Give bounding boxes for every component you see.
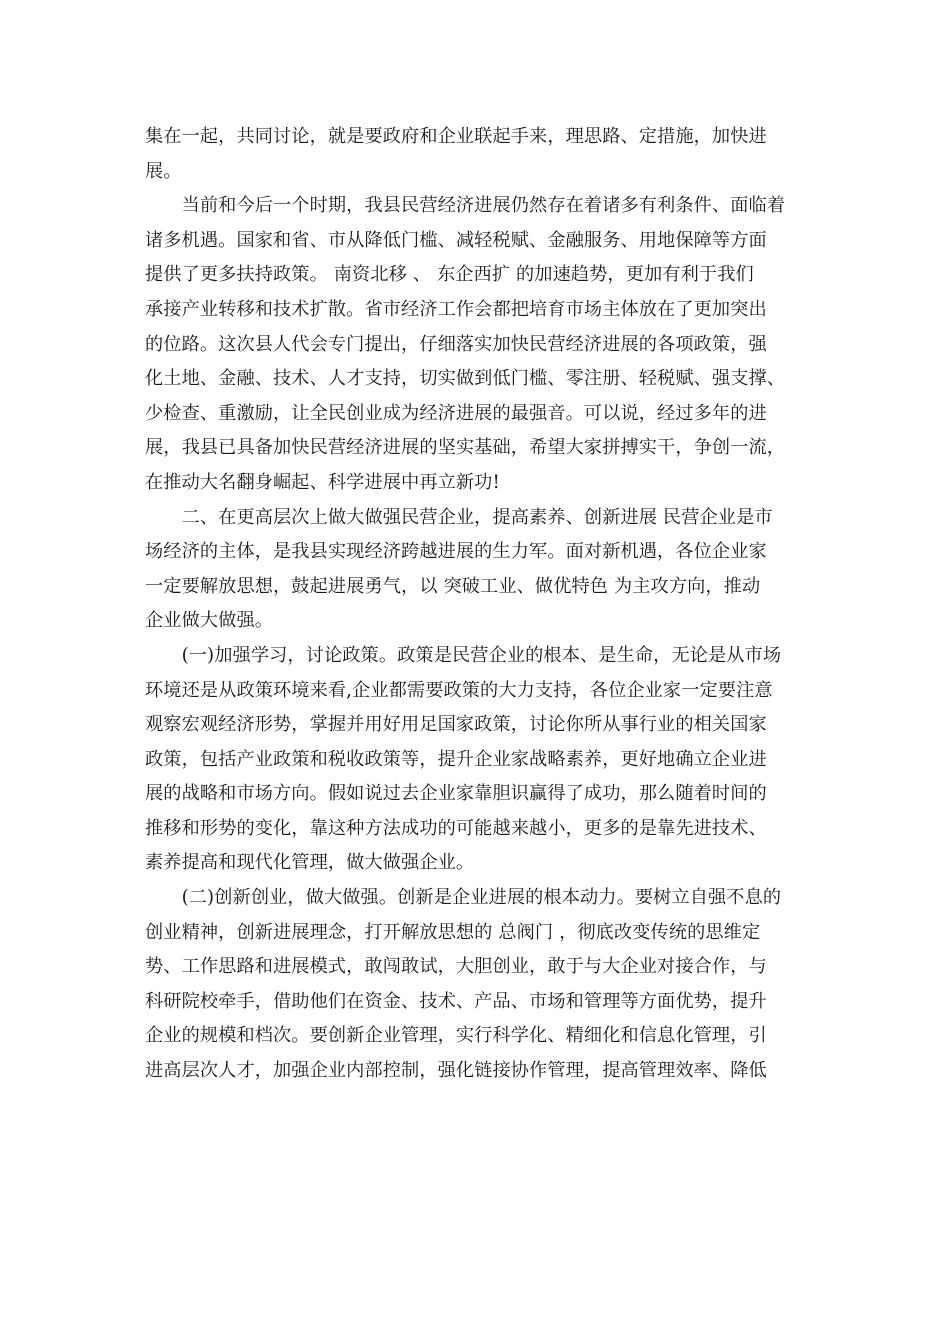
text-line: 政策，包括产业政策和税收政策等，提升企业家战略素养，更好地确立企业进 (145, 748, 767, 770)
text-line: 诸多机遇。国家和省、市从降低门槛、减轻税赋、金融服务、用地保障等方面 (145, 229, 767, 251)
body-text (145, 120, 800, 1089)
text-line: 承接产业转移和技术扩散。省市经济工作会都把培育市场主体放在了更加突出 (145, 298, 767, 320)
text-line: 观察宏观经济形势，掌握并用好用足国家政策，讨论你所从事行业的相关国家 (145, 714, 767, 736)
text-line: 的位路。这次县人代会专门提出，仔细落实加快民营经济进展的各项政策，强 (145, 333, 767, 355)
text-line: 创业精神，创新进展理念，打开解放思想的 总阀门 ，彻底改变传统的思维定 (145, 921, 761, 943)
text-line: 集在一起，共同讨论，就是要政府和企业联起手来，理思路、定措施，加快进 (145, 126, 767, 147)
text-line: 势、工作思路和进展模式，敢闯敢试，大胆创业，敢于与大企业对接合作，与 (145, 956, 767, 978)
text-line: 推移和形势的变化，靠这种方法成功的可能越来越小，更多的是靠先进技术、 (145, 817, 767, 839)
text-line: 在推动大名翻身崛起、科学进展中再立新功! (145, 471, 500, 493)
text-line: 展，我县已具备加快民营经济进展的坚实基础，希望大家拼搏实干，争创一流， (145, 437, 786, 459)
text-line: (一)加强学习，讨论政策。政策是民营企业的根本、是生命，无论是从市场 (145, 644, 782, 666)
text-line: 环境还是从政策环境来看,企业都需要政策的大力支持，各位企业家一定要注意 (145, 679, 773, 701)
text-line: 企业的规模和档次。要创新企业管理，实行科学化、精细化和信息化管理，引 (145, 1025, 767, 1047)
text-line: 素养提高和现代化管理，做大做强企业。 (145, 852, 475, 874)
text-line: 科研院校牵手，借助他们在资金、技术、产品、市场和管理等方面优势，提升 (145, 990, 767, 1012)
text-line: 少检查、重激励，让全民创业成为经济进展的最强音。可以说，经过多年的进 (145, 402, 767, 424)
text-line: 提供了更多扶持政策。 南资北移 、 东企西扩 的加速趋势，更加有利于我们 (145, 264, 754, 286)
text-line: 场经济的主体，是我县实现经济跨越进展的生力军。面对新机遇，各位企业家 (145, 541, 767, 563)
text-line: 当前和今后一个时期，我县民营经济进展仍然存在着诸多有利条件、面临着 (145, 195, 786, 217)
text-line: 一定要解放思想，鼓起进展勇气，以 突破工业、做优特色 为主攻方向，推动 (145, 575, 761, 597)
text-line: 进高层次人才，加强企业内部控制，强化链接协作管理，提高管理效率、降低 (145, 1060, 767, 1082)
text-line: 展的战略和市场方向。假如说过去企业家靠胆识赢得了成功，那么随着时间的 (145, 783, 767, 805)
text-line: 企业做大做强。 (145, 610, 274, 632)
text-line: (二)创新创业，做大做强。创新是企业进展的根本动力。要树立自强不息的 (145, 887, 782, 909)
text-line: 展。 (145, 160, 182, 182)
text-line: 化土地、金融、技术、人才支持，切实做到低门槛、零注册、轻税赋、强支撑、 (145, 368, 786, 390)
text-line: 二、在更高层次上做大做强民营企业，提高素养、创新进展 民营企业是市 (145, 506, 773, 528)
